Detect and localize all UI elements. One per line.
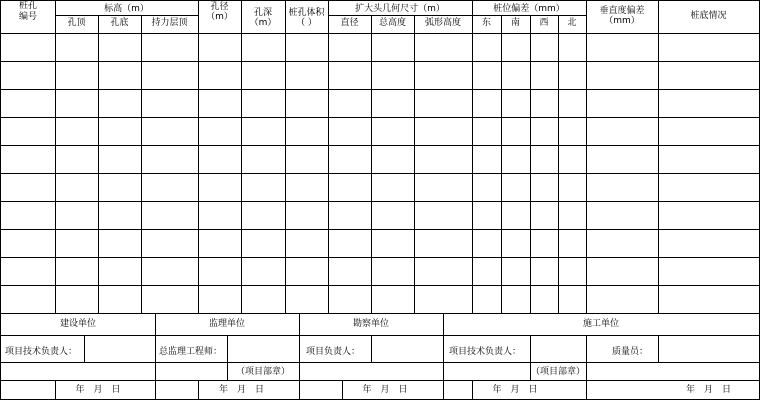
data-cell[interactable] [473,230,501,257]
grid-line-horizontal [0,313,760,314]
data-cell[interactable] [329,286,371,313]
data-cell[interactable] [587,286,658,313]
data-cell[interactable] [587,202,658,229]
data-cell[interactable] [142,174,198,201]
seal-supervision: （项目部章） [235,367,290,377]
signature-project-lead-field[interactable] [371,341,443,363]
data-cell[interactable] [659,202,759,229]
data-cell[interactable] [286,258,328,285]
data-cell[interactable] [559,230,586,257]
data-cell[interactable] [502,118,530,145]
data-cell[interactable] [56,34,98,61]
grid-line-vertical [299,313,300,400]
data-cell[interactable] [531,202,558,229]
footer-survey-unit: 勘察单位 [352,319,389,329]
data-cell[interactable] [502,174,530,201]
header-depth-2: （m） [249,18,277,28]
data-cell[interactable] [329,90,371,117]
header-diameter-2: （m） [206,12,233,22]
data-cell[interactable] [372,90,414,117]
data-cell[interactable] [372,174,414,201]
data-cell[interactable] [372,230,414,257]
grid-line-vertical [443,313,444,400]
header-total-height: 总高度 [378,18,406,28]
label-builder-tech-lead: 项目技术负责人： [449,347,522,357]
data-cell[interactable] [372,258,414,285]
data-cell[interactable] [242,118,285,145]
data-cell[interactable] [242,286,285,313]
pile-no-cell[interactable] [1,62,55,89]
header-north: 北 [567,18,577,28]
signature-chief-supervisor-field[interactable] [227,341,299,363]
header-depth-1: 孔深 [253,8,272,18]
header-hole-bottom: 孔底 [110,18,129,28]
pile-no-cell[interactable] [1,146,55,173]
data-cell[interactable] [559,286,586,313]
data-cell[interactable] [286,174,328,201]
data-cell[interactable] [242,230,285,257]
grid-line-vertical [530,15,531,314]
date-construction: 年 月 日 [75,385,121,395]
data-cell[interactable] [242,258,285,285]
grid-line-vertical [55,0,56,314]
data-cell[interactable] [142,90,198,117]
grid-line-vertical [501,15,502,314]
grid-line-vertical [84,335,85,363]
data-cell[interactable] [659,230,759,257]
data-cell[interactable] [199,62,241,89]
data-cell[interactable] [286,34,328,61]
pile-no-cell[interactable] [1,202,55,229]
data-cell[interactable] [415,62,472,89]
data-cell[interactable] [329,146,371,173]
data-cell[interactable] [56,62,98,89]
signature-quality-officer-field[interactable] [658,341,759,363]
grid-line-vertical [371,335,372,363]
grid-line-horizontal [0,285,760,286]
data-cell[interactable] [56,90,98,117]
data-cell[interactable] [659,118,759,145]
data-cell[interactable] [587,230,658,257]
data-cell[interactable] [286,230,328,257]
grid-line-horizontal [0,362,760,363]
data-cell[interactable] [531,146,558,173]
grid-line-vertical [472,0,473,314]
data-cell[interactable] [415,202,472,229]
date-builder-left: 年 月 日 [492,385,538,395]
grid-line-vertical [472,380,473,400]
data-cell[interactable] [473,90,501,117]
data-cell[interactable] [531,230,558,257]
data-cell[interactable] [329,118,371,145]
data-cell[interactable] [559,62,586,89]
grid-line-horizontal [0,380,760,381]
data-cell[interactable] [372,62,414,89]
grid-line-horizontal [0,89,760,90]
data-cell[interactable] [242,34,285,61]
data-cell[interactable] [56,258,98,285]
signature-builder-tech-lead-field[interactable] [530,341,586,363]
label-quality-officer: 质量员： [612,347,649,357]
data-cell[interactable] [199,90,241,117]
data-cell[interactable] [199,146,241,173]
grid-line-horizontal [0,61,760,62]
data-cell[interactable] [502,230,530,257]
grid-line-horizontal [328,15,587,16]
data-cell[interactable] [199,202,241,229]
label-tech-lead: 项目技术负责人： [5,347,78,357]
data-cell[interactable] [199,118,241,145]
grid-line-horizontal [0,173,760,174]
data-cell[interactable] [199,174,241,201]
grid-line-vertical [658,335,659,363]
data-cell[interactable] [531,174,558,201]
data-cell[interactable] [415,258,472,285]
grid-line-vertical [55,380,56,400]
grid-line-vertical [558,15,559,314]
data-cell[interactable] [531,62,558,89]
data-cell[interactable] [473,34,501,61]
data-cell[interactable] [473,286,501,313]
grid-line-vertical [371,15,372,314]
footer-builder-unit: 施工单位 [582,319,619,329]
seal-builder: （项目部章） [530,367,585,377]
footer-construction-unit: 建设单位 [59,319,96,329]
grid-line-horizontal [0,0,760,1]
data-cell[interactable] [372,118,414,145]
data-cell[interactable] [473,258,501,285]
data-cell[interactable] [473,202,501,229]
data-cell[interactable] [502,34,530,61]
header-position-deviation: 桩位偏差（mm） [493,4,565,14]
data-cell[interactable] [199,34,241,61]
data-cell[interactable] [473,118,501,145]
date-survey: 年 月 日 [362,385,408,395]
data-cell[interactable] [99,258,141,285]
grid-line-vertical [328,0,329,314]
data-cell[interactable] [502,258,530,285]
date-builder-right: 年 月 日 [685,385,731,395]
data-cell[interactable] [473,174,501,201]
header-west: 西 [539,18,549,28]
grid-line-vertical [0,0,1,400]
data-cell[interactable] [99,146,141,173]
grid-line-vertical [586,335,587,381]
grid-line-vertical [155,313,156,400]
grid-line-horizontal [0,33,760,34]
data-cell[interactable] [99,118,141,145]
data-cell[interactable] [329,62,371,89]
header-bearing-layer-top: 持力层顶 [151,18,188,28]
data-cell[interactable] [372,34,414,61]
data-cell[interactable] [415,286,472,313]
data-cell[interactable] [659,90,759,117]
grid-line-horizontal [0,257,760,258]
grid-line-vertical [98,15,99,314]
grid-line-vertical [658,0,659,314]
data-cell[interactable] [242,62,285,89]
data-cell[interactable] [531,90,558,117]
data-cell[interactable] [473,62,501,89]
data-cell[interactable] [531,286,558,313]
header-pile-no-1: 桩孔 [18,1,37,11]
data-cell[interactable] [372,202,414,229]
data-cell[interactable] [659,174,759,201]
pile-no-cell[interactable] [1,258,55,285]
header-vertical-dev-2: （mm） [604,16,640,26]
data-cell[interactable] [587,62,658,89]
grid-line-vertical [285,0,286,314]
header-elevation: 标高（m） [104,4,149,14]
data-cell[interactable] [502,90,530,117]
data-cell[interactable] [329,34,371,61]
grid-line-vertical [342,380,343,400]
grid-line-vertical [141,15,142,314]
data-cell[interactable] [559,146,586,173]
data-cell[interactable] [531,34,558,61]
data-cell[interactable] [99,202,141,229]
data-cell[interactable] [372,286,414,313]
data-cell[interactable] [99,34,141,61]
data-cell[interactable] [415,174,472,201]
data-cell[interactable] [587,118,658,145]
pile-no-cell[interactable] [1,90,55,117]
data-cell[interactable] [329,174,371,201]
data-cell[interactable] [142,230,198,257]
data-cell[interactable] [559,34,586,61]
header-hole-top: 孔顶 [67,18,86,28]
data-cell[interactable] [559,258,586,285]
data-cell[interactable] [659,62,759,89]
data-cell[interactable] [531,258,558,285]
grid-line-vertical [227,335,228,381]
grid-line-horizontal [0,229,760,230]
signature-tech-lead-field[interactable] [84,341,155,363]
pile-no-cell[interactable] [1,174,55,201]
pile-no-cell[interactable] [1,230,55,257]
data-cell[interactable] [329,230,371,257]
data-cell[interactable] [242,174,285,201]
grid-line-vertical [414,15,415,314]
date-supervision: 年 月 日 [218,385,264,395]
data-cell[interactable] [502,286,530,313]
grid-line-vertical [586,0,587,314]
data-cell[interactable] [415,90,472,117]
label-chief-supervisor: 总监理工程师： [159,347,223,357]
data-cell[interactable] [559,90,586,117]
data-cell[interactable] [587,90,658,117]
grid-line-horizontal [0,145,760,146]
data-cell[interactable] [659,258,759,285]
data-cell[interactable] [286,62,328,89]
data-cell[interactable] [142,34,198,61]
data-cell[interactable] [142,146,198,173]
data-cell[interactable] [142,258,198,285]
data-cell[interactable] [142,118,198,145]
label-project-lead: 项目负责人： [306,347,361,357]
data-cell[interactable] [142,286,198,313]
pile-no-cell[interactable] [1,34,55,61]
data-cell[interactable] [199,230,241,257]
data-cell[interactable] [242,146,285,173]
data-cell[interactable] [329,202,371,229]
data-cell[interactable] [56,174,98,201]
grid-line-horizontal [0,117,760,118]
data-cell[interactable] [559,202,586,229]
pile-no-cell[interactable] [1,286,55,313]
data-cell[interactable] [329,258,371,285]
header-volume-2: （ ） [296,18,317,28]
data-cell[interactable] [242,202,285,229]
data-cell[interactable] [473,146,501,173]
data-cell[interactable] [659,146,759,173]
data-cell[interactable] [659,286,759,313]
data-cell[interactable] [56,118,98,145]
header-east: 东 [481,18,491,28]
header-arc-height: 弧形高度 [424,18,461,28]
data-cell[interactable] [415,146,472,173]
header-south: 南 [510,18,520,28]
header-bottom-condition: 桩底情况 [690,11,727,21]
data-cell[interactable] [286,202,328,229]
data-cell[interactable] [142,202,198,229]
data-cell[interactable] [286,146,328,173]
data-cell[interactable] [99,174,141,201]
data-cell[interactable] [531,118,558,145]
data-cell[interactable] [559,174,586,201]
data-cell[interactable] [199,286,241,313]
data-cell[interactable] [502,202,530,229]
data-cell[interactable] [502,146,530,173]
data-cell[interactable] [559,118,586,145]
pile-no-cell[interactable] [1,118,55,145]
grid-line-vertical [241,0,242,314]
grid-line-vertical [586,380,587,400]
header-diameter-1: 孔径 [210,2,229,12]
data-cell[interactable] [415,230,472,257]
grid-line-vertical [530,335,531,381]
data-cell[interactable] [587,174,658,201]
data-cell[interactable] [502,62,530,89]
header-vertical-dev-1: 垂直度偏差 [599,6,645,16]
header-volume-1: 桩孔体积 [288,8,325,18]
header-head-diameter: 直径 [340,18,359,28]
data-cell[interactable] [99,230,141,257]
data-cell[interactable] [142,62,198,89]
grid-line-horizontal [55,15,199,16]
grid-line-vertical [198,0,199,314]
data-cell[interactable] [286,90,328,117]
data-cell[interactable] [99,62,141,89]
data-cell[interactable] [286,118,328,145]
data-cell[interactable] [56,202,98,229]
data-cell[interactable] [99,286,141,313]
data-cell[interactable] [56,146,98,173]
data-cell[interactable] [56,230,98,257]
footer-supervision-unit: 监理单位 [208,319,245,329]
data-cell[interactable] [587,34,658,61]
data-cell[interactable] [415,34,472,61]
grid-line-horizontal [0,201,760,202]
data-cell[interactable] [659,34,759,61]
data-cell[interactable] [587,146,658,173]
grid-line-vertical [198,380,199,400]
data-cell[interactable] [56,286,98,313]
data-cell[interactable] [587,258,658,285]
data-cell[interactable] [286,286,328,313]
data-cell[interactable] [415,118,472,145]
header-pile-no-2: 编号 [18,12,37,22]
data-cell[interactable] [372,146,414,173]
data-cell[interactable] [199,258,241,285]
grid-line-horizontal [0,335,760,336]
data-cell[interactable] [99,90,141,117]
header-enlarged-head: 扩大头几何尺寸（m） [355,4,445,14]
data-cell[interactable] [242,90,285,117]
